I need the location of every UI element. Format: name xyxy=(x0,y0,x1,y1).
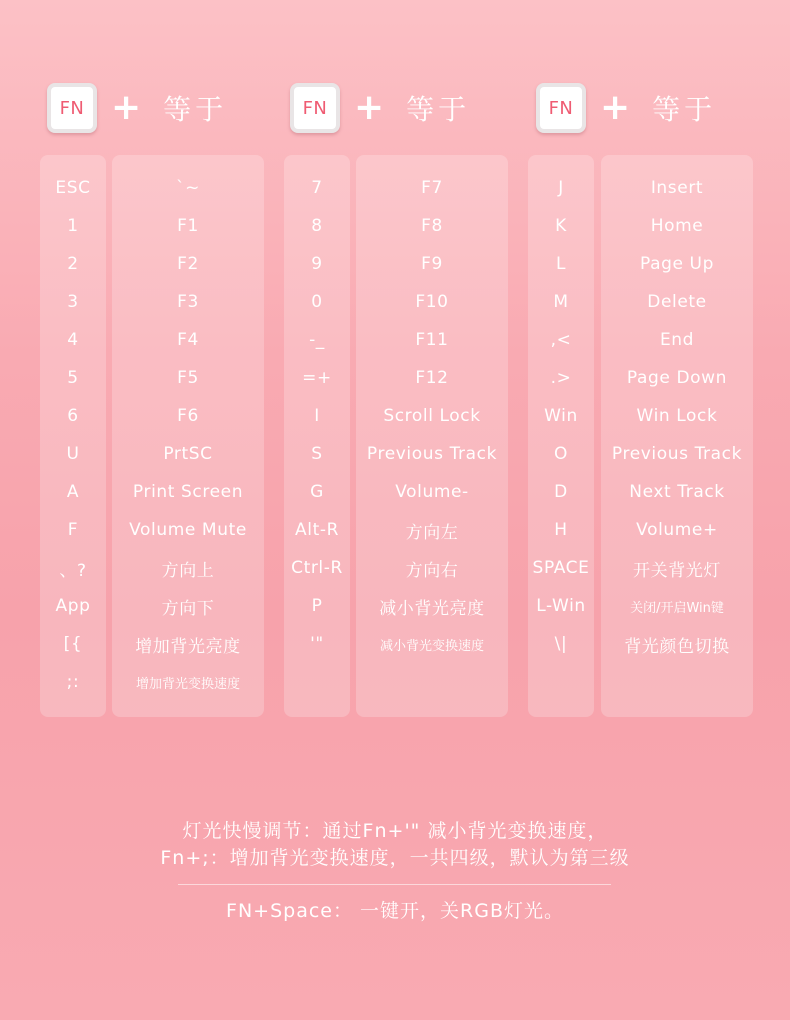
function-cell: 增加背光亮度 xyxy=(135,636,241,657)
note-rgb-toggle: FN+Space： 一键开，关RGB灯光。 xyxy=(226,900,564,922)
function-cell: F7 xyxy=(421,178,443,198)
group-1-values-panel xyxy=(112,155,264,717)
function-cell: Insert xyxy=(650,178,704,198)
key-cell: -_ xyxy=(309,330,325,350)
key-cell: P xyxy=(311,596,323,616)
key-cell: SPACE xyxy=(532,558,590,578)
key-cell: Ctrl-R xyxy=(291,558,343,578)
key-cell: J xyxy=(558,178,564,198)
group-2-header xyxy=(290,82,470,134)
key-cell: .> xyxy=(550,368,572,388)
function-cell: 方向左 xyxy=(405,522,459,543)
function-cell: 方向右 xyxy=(405,560,459,581)
key-cell: Alt-R xyxy=(295,520,339,540)
function-cell: Win Lock xyxy=(636,406,718,426)
function-cell: 方向上 xyxy=(161,560,215,581)
key-cell: A xyxy=(66,482,80,502)
function-cell: Volume Mute xyxy=(129,520,247,540)
function-cell: 减小背光变换速度 xyxy=(379,638,484,654)
function-cell: 方向下 xyxy=(161,598,215,619)
equals-label: 等于 xyxy=(163,93,228,126)
function-cell: Scroll Lock xyxy=(383,406,481,426)
plus-sign: + xyxy=(111,87,142,128)
key-cell: 、? xyxy=(59,560,87,581)
key-cell: L-Win xyxy=(536,596,586,616)
key-cell: H xyxy=(554,520,568,540)
fn-key-icon: FN xyxy=(536,83,586,133)
key-cell: D xyxy=(554,482,568,502)
function-cell: Delete xyxy=(647,292,707,312)
equals-label: 等于 xyxy=(406,93,471,126)
key-cell: G xyxy=(310,482,324,502)
key-cell: ESC xyxy=(55,178,91,198)
key-cell: K xyxy=(555,216,567,236)
function-cell: PrtSC xyxy=(163,444,213,464)
fn-key-icon: FN xyxy=(290,83,340,133)
key-cell: M xyxy=(553,292,569,312)
group-3-keys-panel xyxy=(528,155,594,717)
key-cell: Win xyxy=(544,406,578,426)
function-cell: F4 xyxy=(177,330,199,350)
function-cell: 关闭/开启Win键 xyxy=(630,600,724,616)
key-cell: 3 xyxy=(67,292,79,312)
function-cell: Volume+ xyxy=(636,520,718,540)
function-cell: 增加背光变换速度 xyxy=(135,676,240,692)
group-2-values-panel xyxy=(356,155,508,717)
key-cell: 7 xyxy=(311,178,323,198)
function-cell: 开关背光灯 xyxy=(633,560,721,581)
group-1-header xyxy=(47,82,227,134)
function-cell: F5 xyxy=(177,368,199,388)
key-cell: 9 xyxy=(311,254,323,274)
function-cell: End xyxy=(659,330,695,350)
key-cell: 4 xyxy=(67,330,79,350)
function-cell: Home xyxy=(650,216,704,236)
group-3-values-panel xyxy=(601,155,753,717)
function-cell: F9 xyxy=(421,254,443,274)
function-cell: 减小背光亮度 xyxy=(379,598,485,619)
function-cell: F2 xyxy=(177,254,199,274)
fn-key-icon: FN xyxy=(47,83,97,133)
key-cell: =+ xyxy=(302,368,332,388)
key-cell: 6 xyxy=(67,406,79,426)
function-cell: F8 xyxy=(421,216,443,236)
function-cell: F6 xyxy=(177,406,199,426)
key-cell: F xyxy=(67,520,79,540)
function-cell: `~ xyxy=(176,178,200,198)
function-cell: Page Down xyxy=(626,368,728,388)
group-2-keys-panel xyxy=(284,155,350,717)
key-cell: \| xyxy=(554,634,568,654)
key-cell: App xyxy=(55,596,91,616)
group-3-header xyxy=(536,82,716,134)
key-cell: L xyxy=(555,254,567,274)
function-cell: 背光颜色切换 xyxy=(624,636,730,657)
function-cell: Volume- xyxy=(395,482,469,502)
key-cell: I xyxy=(314,406,320,426)
function-cell: F12 xyxy=(415,368,449,388)
equals-label: 等于 xyxy=(652,93,717,126)
function-cell: Previous Track xyxy=(611,444,743,464)
key-cell: '" xyxy=(310,634,324,654)
key-cell: O xyxy=(554,444,568,464)
function-cell: Previous Track xyxy=(366,444,498,464)
function-cell: Print Screen xyxy=(132,482,244,502)
function-cell: Next Track xyxy=(629,482,725,502)
function-cell: Page Up xyxy=(640,254,714,274)
key-cell: 5 xyxy=(67,368,79,388)
key-cell: S xyxy=(311,444,323,464)
function-cell: F11 xyxy=(415,330,449,350)
divider xyxy=(178,884,611,885)
plus-sign: + xyxy=(600,87,631,128)
key-cell: ,< xyxy=(550,330,572,350)
function-cell: F3 xyxy=(177,292,199,312)
key-cell: 1 xyxy=(67,216,79,236)
key-cell: [{ xyxy=(63,634,83,654)
key-cell: 8 xyxy=(311,216,323,236)
key-cell: 2 xyxy=(67,254,79,274)
note-speed-increase: Fn+;：增加背光变换速度，一共四级，默认为第三级 xyxy=(160,847,630,869)
key-cell: 0 xyxy=(311,292,323,312)
key-cell: ;: xyxy=(66,672,80,692)
function-cell: F1 xyxy=(177,216,199,236)
plus-sign: + xyxy=(354,87,385,128)
key-cell: U xyxy=(66,444,80,464)
function-cell: F10 xyxy=(415,292,449,312)
note-speed-decrease: 灯光快慢调节：通过Fn+'" 减小背光变换速度， xyxy=(182,820,608,842)
group-1-keys-panel xyxy=(40,155,106,717)
